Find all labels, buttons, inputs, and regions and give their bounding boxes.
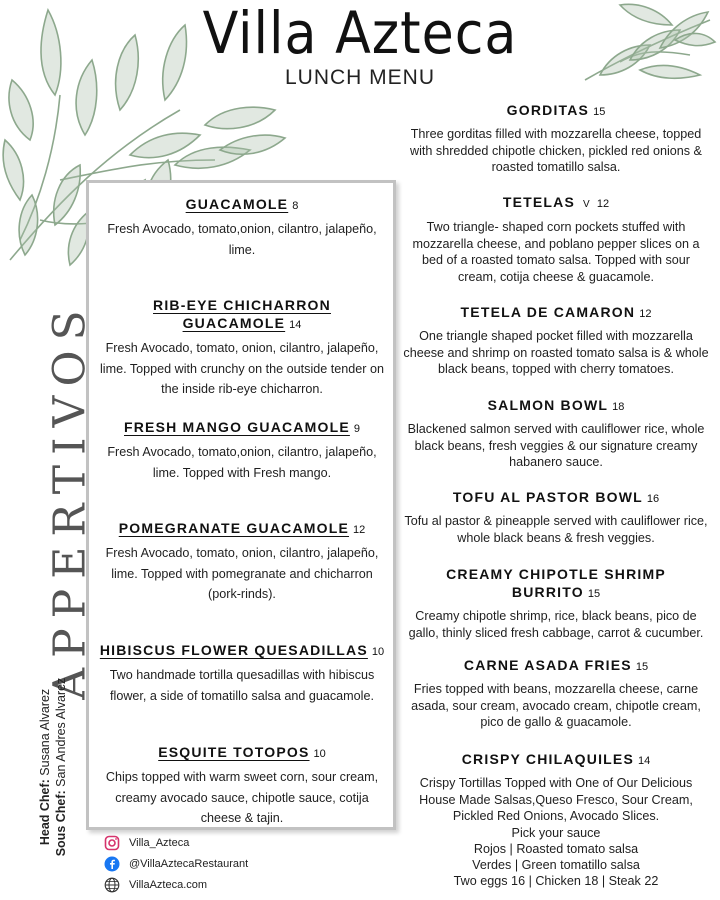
sauce-heading: Pick your sauce <box>511 825 601 840</box>
head-chef-label: Head Chef: <box>38 779 52 846</box>
item-price: 12 <box>596 198 610 210</box>
website-row[interactable] <box>104 874 248 895</box>
item-name: POMEGRANATE GUACAMOLE <box>118 520 350 536</box>
menu-item <box>402 396 710 471</box>
head-chef-line <box>38 689 52 845</box>
globe-icon <box>104 877 120 893</box>
item-price: 15 <box>587 588 601 600</box>
item-name: ESQUITE TOTOPOS <box>158 744 310 760</box>
item-heading <box>402 488 710 508</box>
sous-chef-name: San Andres Alvarez <box>54 677 68 787</box>
item-description: Creamy chipotle shrimp, rice, black beans, pico de gallo, thinly sliced fresh cabbage, carrot & cucumber. <box>408 609 704 640</box>
item-description: Fresh Avocado, tomato, onion, cilantro, jalapeño, lime. Topped with crunchy on the outside tender on the inside rib-eye chicharron. <box>99 341 384 396</box>
item-heading <box>402 565 710 603</box>
item-heading <box>96 296 388 334</box>
menu-subtitle: LUNCH MENU <box>284 66 435 89</box>
appetizers-panel <box>86 180 396 830</box>
menu-item <box>96 195 388 260</box>
item-price: 10 <box>371 646 385 658</box>
item-heading <box>402 101 710 121</box>
item-description: Fresh Avocado, tomato, onion, cilantro, jalapeño, lime. Topped with pomegranate and chicharron (pork-rinds). <box>105 546 379 601</box>
facebook-icon <box>104 856 120 872</box>
item-heading <box>402 396 710 416</box>
item-description: Two handmade tortilla quesadillas with hibiscus flower, a side of tomatillo salsa and guacamole. <box>109 668 375 703</box>
item-description: Two triangle- shaped corn pockets stuffed with mozzarella cheese, and poblano pepper slices on a bed of a roasted tomato salsa. Topped with sour cream, cotija cheese & guacamole. <box>412 220 700 284</box>
item-name: CRISPY CHILAQUILES <box>461 751 634 767</box>
item-price: 12 <box>639 308 652 320</box>
item-heading <box>402 750 710 770</box>
item-description: Three gorditas filled with mozzarella cheese, topped with shredded chipotle chicken, pickled red onions & roasted tomatillo salsa. <box>410 127 702 174</box>
item-heading <box>402 193 710 214</box>
menu-item <box>96 641 388 706</box>
item-name: GORDITAS <box>506 102 590 118</box>
item-name: CREAMY CHIPOTLE SHRIMP BURRITO <box>446 566 666 600</box>
item-heading <box>96 418 388 438</box>
item-name: HIBISCUS FLOWER QUESADILLAS <box>99 642 368 658</box>
item-price: 18 <box>612 401 625 413</box>
menu-item <box>402 303 710 378</box>
protein-addons: Two eggs 16 | Chicken 18 | Steak 22 <box>453 873 659 888</box>
item-description: Tofu al pastor & pineapple served with cauliflower rice, whole black beans & fresh veggies. <box>404 514 708 545</box>
sauce-option-verdes: Verdes | Green tomatillo salsa <box>472 857 640 872</box>
item-name: SALMON BOWL <box>487 397 609 413</box>
item-name: CARNE ASADA FRIES <box>463 657 632 673</box>
item-description: Fries topped with beans, mozzarella cheese, carne asada, sour cream, avocado cream, chipotle cream, pico de gallo & guacamole. <box>411 682 701 729</box>
menu-item <box>402 101 710 176</box>
facebook-row[interactable] <box>104 853 248 874</box>
instagram-handle[interactable]: Villa_Azteca <box>129 836 190 849</box>
item-name: RIB-EYE CHICHARRON GUACAMOLE <box>153 297 331 331</box>
item-price: 8 <box>292 200 299 212</box>
item-price: 16 <box>646 493 660 505</box>
instagram-icon <box>104 835 120 851</box>
item-heading <box>96 641 388 661</box>
vegetarian-tag: V <box>583 199 591 210</box>
menu-item <box>402 565 710 641</box>
item-price: 12 <box>353 524 366 536</box>
item-description: Fresh Avocado, tomato,onion, cilantro, jalapeño, lime. Topped with Fresh mango. <box>107 445 377 480</box>
head-chef-name: Susana Alvarez <box>38 688 52 776</box>
item-heading <box>402 303 710 323</box>
item-price: 14 <box>289 319 302 331</box>
restaurant-name: Villa Azteca <box>202 0 518 67</box>
menu-item <box>96 743 388 829</box>
item-heading <box>96 519 388 539</box>
item-name: TOFU AL PASTOR BOWL <box>452 489 643 505</box>
item-heading <box>402 656 710 676</box>
item-heading <box>96 743 388 763</box>
item-price: 9 <box>353 423 360 435</box>
menu-item <box>96 519 388 605</box>
item-name: TETELAS <box>502 194 576 210</box>
item-description: Fresh Avocado, tomato,onion, cilantro, jalapeño, lime. <box>107 222 377 257</box>
menu-item <box>96 418 388 483</box>
section-title: APPERTIVOS <box>44 300 96 700</box>
item-heading <box>96 195 388 215</box>
menu-item <box>402 193 710 285</box>
item-description: Blackened salmon served with cauliflower rice, whole black beans, fresh veggies & our signature creamy habanero sauce. <box>407 422 705 469</box>
facebook-handle[interactable]: @VillaAztecaRestaurant <box>129 857 249 870</box>
menu-item <box>96 296 388 400</box>
item-price: 10 <box>313 748 326 760</box>
social-links <box>104 832 248 895</box>
item-name: GUACAMOLE <box>185 196 289 212</box>
item-price: 15 <box>635 661 649 673</box>
menu-item <box>402 488 710 546</box>
item-description: Crispy Tortillas Topped with One of Our Delicious House Made Salsas,Queso Fresco, Sour Cream, Pickled Red Onions, Avocado Slices. <box>419 776 693 823</box>
item-price: 14 <box>638 755 651 767</box>
sous-chef-label: Sous Chef: <box>54 790 68 857</box>
item-name: TETELA DE CAMARON <box>460 304 636 320</box>
item-name: FRESH MANGO GUACAMOLE <box>124 419 350 435</box>
sous-chef-line <box>54 678 68 857</box>
menu-item <box>402 750 710 889</box>
website-url[interactable]: VillaAzteca.com <box>129 878 208 891</box>
item-description: Chips topped with warm sweet corn, sour cream, creamy avocado sauce, chipotle sauce, cotija cheese & tajin. <box>105 770 379 825</box>
instagram-row[interactable] <box>104 832 248 853</box>
sauce-option-rojos: Rojos | Roasted tomato salsa <box>473 841 639 856</box>
item-price: 15 <box>593 106 606 118</box>
item-description: One triangle shaped pocket filled with mozzarella cheese and shrimp on roasted tomato salsa is & whole black beans, topped with cherry tomatoes. <box>403 329 709 376</box>
menu-item <box>402 656 710 731</box>
